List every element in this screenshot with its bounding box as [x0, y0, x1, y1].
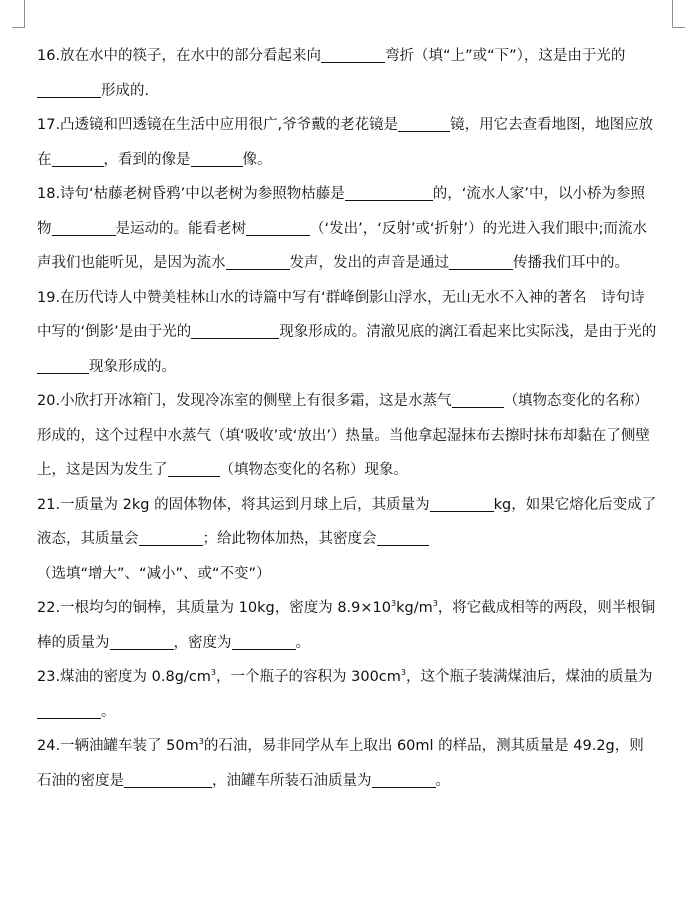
answer-blank[interactable]	[139, 529, 203, 546]
question-23-part-1: 23.煤油的密度为 0.8g/cm	[37, 669, 211, 685]
answer-blank[interactable]	[191, 150, 243, 167]
answer-blank[interactable]	[124, 771, 212, 788]
answer-blank[interactable]	[226, 253, 290, 270]
question-22-unit: kg/m	[396, 600, 433, 616]
question-19-text	[37, 281, 657, 385]
question-22-part-3: ，密度为	[173, 634, 232, 651]
question-18-part-1: 18.诗句‘枯藤老树昏鸦’中以老树为参照物枯藤是	[37, 186, 345, 202]
answer-blank[interactable]	[110, 633, 174, 650]
question-18-part-5: 发声，发出的声音是通过	[289, 255, 449, 271]
superscript-exponent: 3	[400, 668, 406, 677]
question-22-part-1: 22.一根均匀的铜棒，其质量为 10kg，密度为 8.9×10	[37, 600, 391, 616]
question-24-part-2: 的石油，易非同学从车上取出 60ml 的样品，测其质量是 49.2g，则石油的密度是	[37, 738, 644, 789]
answer-blank[interactable]	[168, 460, 220, 477]
answer-blank[interactable]	[37, 357, 89, 374]
question-16-text	[37, 39, 657, 108]
question-17-part-3: ，看到的像是	[103, 151, 191, 168]
answer-blank[interactable]	[398, 115, 450, 132]
question-23	[37, 660, 657, 729]
superscript-exponent: 3	[198, 737, 204, 746]
question-18-text	[37, 177, 657, 281]
question-22-text	[37, 591, 657, 660]
answer-blank[interactable]	[449, 253, 513, 270]
question-16	[37, 39, 657, 108]
question-21-text	[37, 488, 657, 592]
question-23-text	[37, 660, 657, 729]
page-corner-mark-left	[12, 0, 25, 28]
question-21-part-3: ；给此物体加热，其密度会	[202, 531, 377, 547]
answer-blank[interactable]	[37, 702, 101, 719]
question-16-part-2: 弯折（填“上”或“下”），这是由于光的	[385, 48, 626, 64]
answer-blank[interactable]	[232, 633, 296, 650]
question-17-part-2: 镜，用它去查看地图，地图应放在	[37, 117, 654, 168]
answer-blank[interactable]	[321, 46, 385, 63]
question-22	[37, 591, 657, 660]
question-21-part-1: 21.一质量为 2kg 的固体物体，将其运到月球上后，其质量为	[37, 496, 430, 513]
answer-blank[interactable]	[37, 81, 101, 98]
question-16-part-1: 16.放在水中的筷子，在水中的部分看起来向	[37, 48, 322, 64]
question-24-part-4: 。	[435, 772, 450, 789]
question-21-part-2: kg，如果它熔化后变成了液态，其质量会	[37, 496, 657, 547]
answer-blank[interactable]	[372, 771, 436, 788]
answer-blank[interactable]	[430, 495, 494, 512]
document-body	[37, 39, 657, 798]
question-18-part-2: 的，‘流水人家’中，以小桥为参照物	[37, 186, 645, 237]
question-19	[37, 281, 657, 385]
question-18-part-4: （‘发出’，‘反射’或‘折射’）的光进入我们眼中;而流水声我们也能听见，是因为流水	[37, 220, 648, 271]
answer-blank[interactable]	[191, 322, 279, 339]
answer-blank[interactable]	[52, 150, 104, 167]
question-21-part-4: （选填“增大”、“减小”、或“不变”）	[37, 565, 271, 582]
question-19-part-1: 19.在历代诗人中赞美桂林山水的诗篇中写有‘群峰倒影山浮水，无山无水不入神的著名 诗句诗中写的‘倒影’是由于光的	[37, 289, 645, 340]
question-20-text	[37, 384, 657, 488]
question-17-part-4: 像。	[242, 151, 272, 168]
question-22-part-4: 。	[295, 634, 310, 651]
question-23-part-4: 。	[101, 703, 116, 720]
answer-blank[interactable]	[246, 219, 310, 236]
question-20-part-3: （填物态变化的名称）现象。	[219, 462, 408, 478]
superscript-exponent: 3	[391, 599, 397, 608]
question-20-part-2: （填物态变化的名称）形成的，这个过程中水蒸气（填‘吸收’或‘放出’）热量。当他拿起湿抹布去擦时抹布却黏在了侧壁上，这是因为发生了	[37, 393, 650, 478]
question-19-part-2: 现象形成的。清澈见底的漓江看起来比实际浅，是由于光的	[279, 324, 657, 340]
question-24-text	[37, 729, 657, 798]
question-20	[37, 384, 657, 488]
question-18-part-3: 是运动的。能看老树	[115, 220, 246, 237]
question-17	[37, 108, 657, 177]
answer-blank[interactable]	[345, 184, 433, 201]
question-22-part-2: ，将它截成相等的两段，则半根铜棒的质量为	[37, 600, 656, 651]
question-17-part-1: 17.凸透镜和凹透镜在生活中应用很广,爷爷戴的老花镜是	[37, 117, 399, 133]
question-19-part-3: 现象形成的。	[89, 358, 176, 375]
question-23-part-2: ，一个瓶子的容积为 300cm	[216, 669, 401, 685]
question-24	[37, 729, 657, 798]
question-24-part-1: 24.一辆油罐车装了 50m	[37, 738, 199, 754]
superscript-exponent: 3	[432, 599, 438, 608]
question-23-part-3: ，这个瓶子装满煤油后，煤油的质量为	[406, 669, 653, 685]
question-16-part-3: 形成的.	[101, 82, 150, 99]
question-18-part-6: 传播我们耳中的。	[513, 255, 629, 271]
superscript-exponent: 3	[210, 668, 217, 677]
question-20-part-1: 20.小欣打开冰箱门，发现冷冻室的侧壁上有很多霜，这是水蒸气	[37, 393, 452, 409]
question-17-text	[37, 108, 657, 177]
question-18	[37, 177, 657, 281]
answer-blank[interactable]	[52, 219, 116, 236]
page-corner-mark-right	[672, 0, 685, 28]
question-21	[37, 488, 657, 592]
question-24-part-3: ，油罐车所装石油质量为	[212, 772, 372, 789]
answer-blank[interactable]	[377, 529, 429, 546]
answer-blank[interactable]	[452, 391, 504, 408]
